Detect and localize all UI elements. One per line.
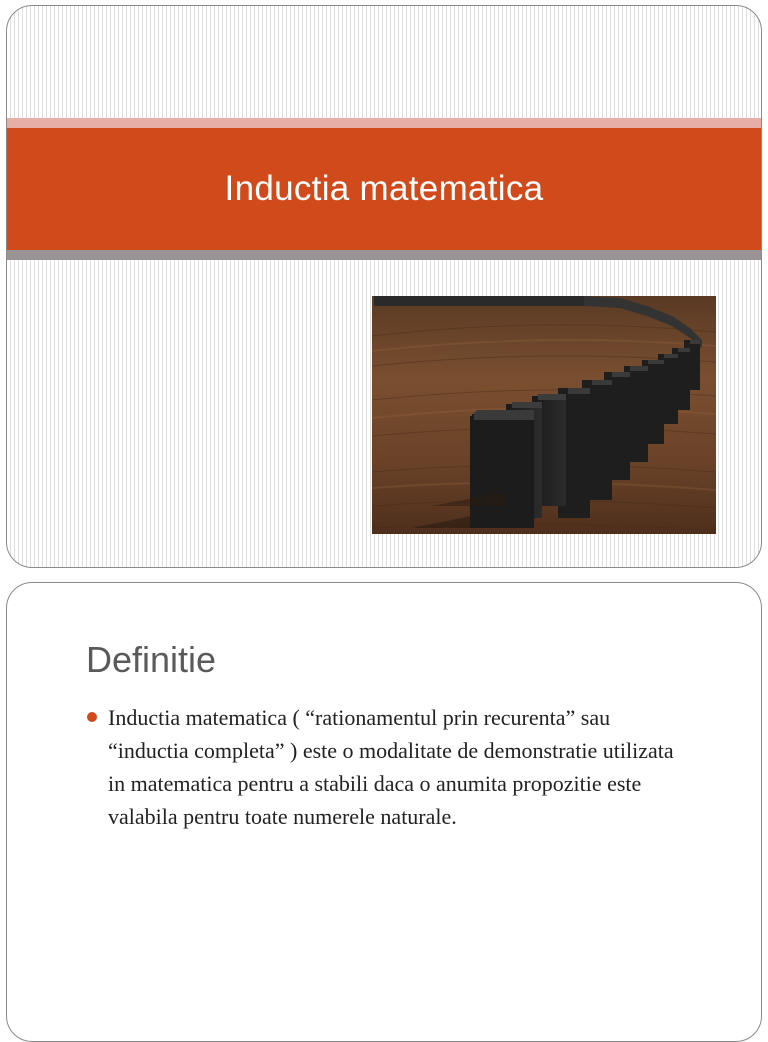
title-band-top-stripe bbox=[7, 118, 761, 128]
slide-title: Inductia matematica bbox=[224, 169, 544, 208]
bullet-icon bbox=[87, 712, 97, 722]
definition-slide bbox=[6, 582, 762, 1042]
list-item bbox=[87, 701, 687, 833]
title-band-bottom-stripe bbox=[7, 250, 761, 260]
title-slide bbox=[6, 5, 762, 568]
bullet-text: Inductia matematica ( “rationamentul prin recurenta” sau “inductia completa” ) este o modalitate de demonstratie utilizata in matematica pentru a stabili daca o anumita propozitie este valabila pentru toate numerele naturale. bbox=[108, 705, 674, 829]
domino-row-image bbox=[372, 296, 716, 534]
section-heading: Definitie bbox=[86, 639, 217, 680]
